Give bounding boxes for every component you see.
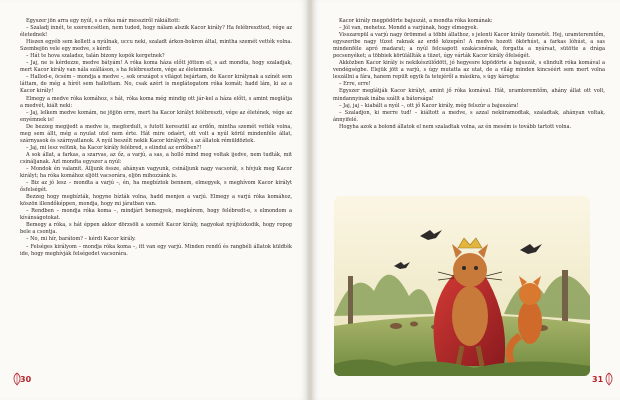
paragraph: – Jól van, mehetsz. Mondd a varjúnak, hogy elmegyek. <box>339 25 479 32</box>
paragraph: – Mondok én valamit. Álljunk össze, ahányan vagyunk, csináljunk nagy vacsorát, s hívjuk meg Kacor királyt; ha róka komához eljött vacsorára, eljön mihozzánk is. <box>20 165 292 180</box>
paragraph: – Hát te hova szaladsz, talán bizony kopók kergetnek? <box>26 53 165 60</box>
paragraph: Elmegy a medve róka komához, s hát, róka koma még mindig ott jár-kel a háza előtt, s amint meglátja a medvét, kiált neki: <box>20 95 292 109</box>
paragraph: Egyszer jön arra egy nyúl, s a róka már messziről rákiáltott: <box>26 18 180 24</box>
paragraph: Akközben Kacor király is nekikészülődött, jó hegyesre kipödörte a bajuszát, s elindult róka komával a vendégségbe. Elejük jött a varjú, s úgy mutatta az utat, de a világ minden kincséért sem mert volna leszállni a fára, hanem repült egyik fa tetejéről a másikra, s úgy károgta: <box>333 60 605 81</box>
page-number-left: 30 <box>20 375 32 384</box>
paragraph: Bemegy a róka, s hát éppen akkor dörzsöli a szemét Kacor király, nagyokat nyújtózkodik, hogy ropog bele a csontja. <box>20 222 292 236</box>
paragraph: – Szaladj innét, te szerencsétlen, nem tudod, hogy nálam alszik Kacor király? Ha felébresztted, vége az életednek! <box>20 25 292 39</box>
fairy-tale-illustration <box>334 196 590 376</box>
paragraph: – Felséges királyom – mondja róka koma –, itt van egy varjú. Minden rendű és rangbéli állatok küldték ide, hogy meghívják felségedet vacsorára. <box>20 243 292 257</box>
paragraph: Visszarepül a varjú nagy örömmel a többi állathoz, s jelenti Kacor király üzenetét. Hej, uramteremtőm, egyszeribe nagy tüzet raknak az erdő közepén! A medve hozott ökörhúst, a farkas lóhúst, a sas mindenféle apró madarat; a nyúl felcsapott szakácsnénak, forgatta a nyársat, sütötte a drága pecsenyéket; a többiek körülállták a tüzet, úgy várták Kacor király őfelségét. <box>333 32 605 60</box>
paragraph: – Jaj, lelkem medve komám, ne jöjjön erre, mert ha Kacor királyt felébreszti, vége az életének, vége az enyémnek is! <box>20 109 292 123</box>
paragraph: – Jaj, ne is kérdezze, medve bátyám! A róka koma háza előtt jöttem el, s azt mondta, hogy szaladjak, mert Kacor király van nála szálláson, s ha felébresztem, vége az életemnek. <box>20 60 292 74</box>
paragraph: Egyszer meglátják Kacor királyt, amint jő róka komával. Hát, uramteremtőm, ahány állat ott volt, mindannyinak inába szállt a bátorsága! <box>333 88 605 102</box>
paragraph: – Jaj, mi lesz velünk, ha Kacor király felébred, s elindul az erdőben?! <box>26 144 202 151</box>
paragraph: Hiszen egyéb sem kellett a nyúlnak, uccu neki, szaladt árkon-bokron által, mintha szemét vették volna. Szembejön vele egy medve, s kérdi: <box>20 39 292 53</box>
right-page-text <box>333 18 605 131</box>
paragraph: Bezzeg hogy megbízták, hogyne bízták volna, hadd menjen a varjú. Elmegy a varjú róka komához, köszön illendőképpen, mondja, hogy mi járatban van. <box>20 194 292 208</box>
paragraph: A sok állat, a farkas, a szarvas, az őz, a varjú, a sas, a holló mind meg voltak ijedve, nem tudták, mit csináljanak. Azt mondta egyszer a nyúl: <box>20 151 292 165</box>
paragraph: – Szaladjon, ki merre tud! – kiáltott a medve, s azzal nekiiramodtak, szaladtak, ahányan voltak, ánnyifelé. <box>333 109 605 123</box>
paragraph: De bezzeg megijedt a medve is, megfordult, s futott keresztül az erdőn, mintha szemét vették volna, meg sem állt, még a nyulat utol nem érte. Hát mire odaért, ott volt a nyúl körül mindenféle állat, szárnyasok és szárnyatlanok. A nyúl beszélt nekik Kacor királyról, s az állatok rémüldöztek. <box>20 123 292 144</box>
paragraph: – Rendben – mondja róka koma –, mindjárt bemegyek, megkérem, hogy felébredt-e, s elmondom a kívánságotokat. <box>20 208 292 222</box>
left-page-text <box>20 18 292 258</box>
page-number-right: 31 <box>592 375 604 384</box>
left-page <box>0 0 308 400</box>
paragraph: – Hallod-e, öcsém – mondja a medve –, sok országot s világot bejártam, de Kacor királynak a színét sem láttam, de még a hírét sem hallottam. No, csak azért is meglátogatom róka komát; hadd lám, ki az a Kacor király! <box>20 74 292 95</box>
paragraph: Kacor király megpödörte bajuszát, a mondta róka komának: <box>339 18 493 24</box>
paragraph: – Jaj, jaj – kiabált a nyúl –, ott jő Kacor király, még felszúr a bajuszára! <box>339 102 519 109</box>
leaf-flourish-icon <box>604 372 614 386</box>
paragraph: – No, mi hír, barátom? – kérdi Kacor király. <box>26 236 136 243</box>
paragraph: – Biz az jó lesz – mondta a varjú –, én, ha megbíztok bennem, elmegyek, s meghívom Kacor királyt ősfelségét. <box>20 180 292 194</box>
paragraph: Hogyha azok a bolond állatok el nem szaladtak volna, az én mesém is tovább tartott volna. <box>339 123 572 130</box>
paragraph: – Erre, erre! <box>339 81 371 88</box>
